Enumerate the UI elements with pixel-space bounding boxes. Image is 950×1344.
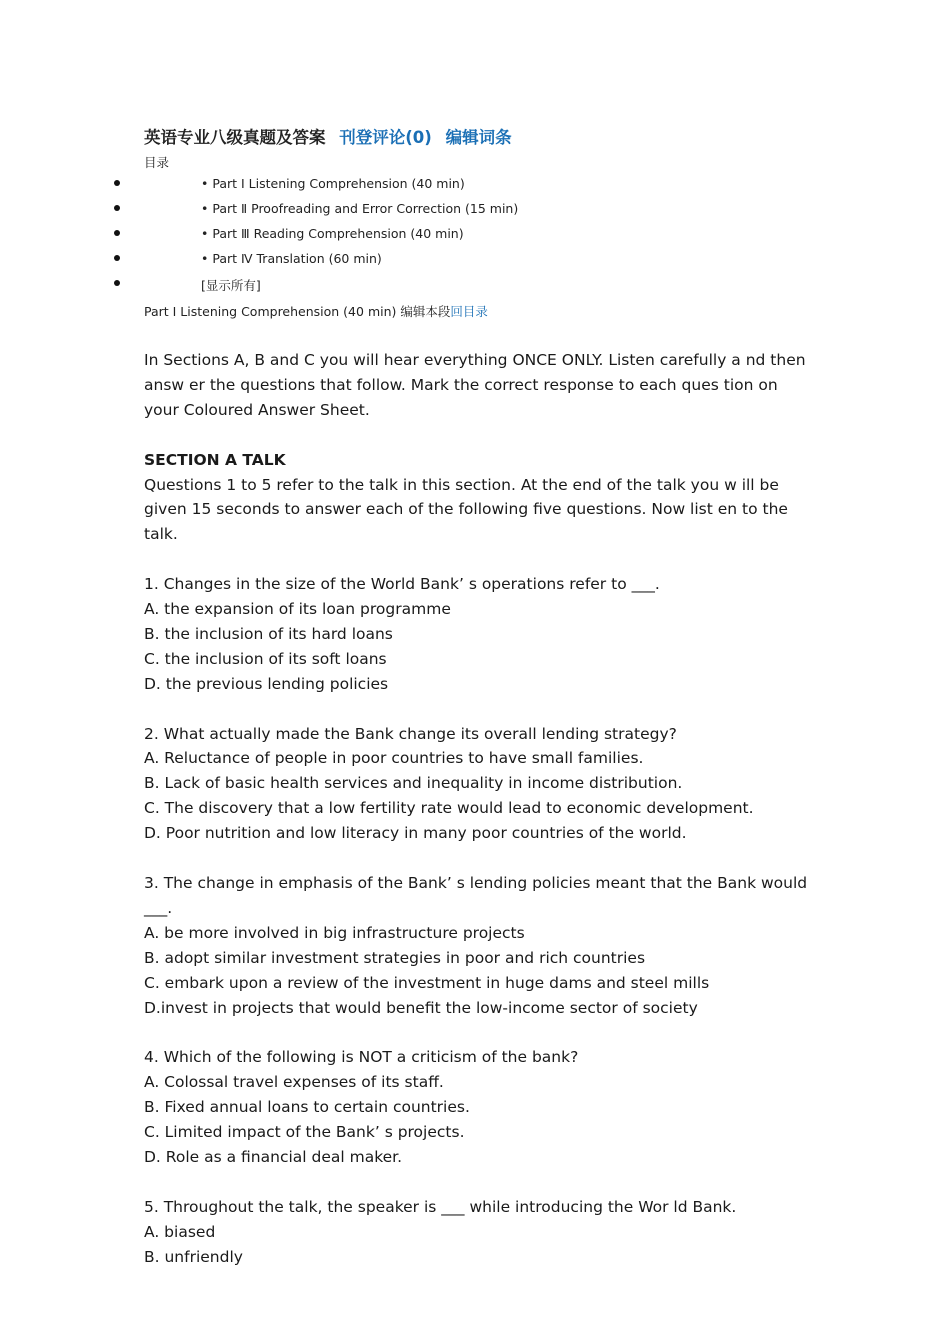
answer-option: B. the inclusion of its hard loans <box>144 624 393 643</box>
edit-entry-link[interactable]: 编辑词条 <box>445 128 512 147</box>
page-title-line <box>144 124 512 148</box>
part-heading-text: Part Ⅰ Listening Comprehension (40 min) 编辑本段 <box>144 304 451 319</box>
question-block <box>144 1045 814 1170</box>
answer-option: A. Colossal travel expenses of its staff. <box>144 1073 444 1092</box>
answer-option: B. Lack of basic health services and inequality in income distribution. <box>144 774 683 793</box>
back-to-toc-link[interactable]: 回目录 <box>450 304 488 319</box>
answer-option: B. Fixed annual loans to certain countries. <box>144 1098 470 1117</box>
question-block <box>144 871 814 1020</box>
question-block <box>144 1195 814 1270</box>
show-all-link[interactable]: [显示所有] <box>201 278 261 293</box>
content-body <box>144 348 814 1269</box>
toc-item[interactable] <box>0 224 700 249</box>
answer-option: A. the expansion of its loan programme <box>144 600 451 619</box>
question-stem: 1. Changes in the size of the World Bank’ s operations refer to ___. <box>144 575 660 594</box>
answer-option: A. Reluctance of people in poor countries to have small families. <box>144 749 644 768</box>
answer-option: C. embark upon a review of the investment in huge dams and steel mills <box>144 973 710 992</box>
question-stem: 4. Which of the following is NOT a criticism of the bank? <box>144 1048 579 1067</box>
question-stem: 2. What actually made the Bank change its overall lending strategy? <box>144 724 677 743</box>
section-instructions: Questions 1 to 5 refer to the talk in this section. At the end of the talk you w ill be given 15 seconds to answer each of the following five questions. Now list en to the talk. <box>144 475 788 544</box>
answer-option: C. Limited impact of the Bank’ s projects. <box>144 1123 465 1142</box>
part-heading <box>144 302 488 320</box>
answer-option: B. adopt similar investment strategies in poor and rich countries <box>144 948 646 967</box>
toc-item[interactable] <box>0 199 700 224</box>
question-stem: 5. Throughout the talk, the speaker is ___ while introducing the Wor ld Bank. <box>144 1197 737 1216</box>
answer-option: C. The discovery that a low fertility rate would lead to economic development. <box>144 799 754 818</box>
toc-item[interactable] <box>0 174 700 199</box>
answer-option: C. the inclusion of its soft loans <box>144 649 387 668</box>
answer-option: D.invest in projects that would benefit the low-income sector of society <box>144 998 698 1017</box>
answer-option: A. biased <box>144 1222 216 1241</box>
toc-item-label[interactable]: • Part Ⅱ Proofreading and Error Correction (15 min) <box>201 201 519 216</box>
answer-option: D. Poor nutrition and low literacy in many poor countries of the world. <box>144 824 687 843</box>
bullet-icon <box>114 280 120 286</box>
intro-paragraph: In Sections A, B and C you will hear everything ONCE ONLY. Listen carefully a nd then answ er the questions that follow. Mark the correct response to each ques tion on your Coloured Answer Sheet. <box>144 351 806 419</box>
answer-option: D. the previous lending policies <box>144 674 389 693</box>
question-stem: 3. The change in emphasis of the Bank’ s lending policies meant that the Bank would ___. <box>144 873 808 917</box>
question-block <box>144 572 814 697</box>
answer-option: B. unfriendly <box>144 1247 243 1266</box>
toc-item-label[interactable]: • Part Ⅰ Listening Comprehension (40 min) <box>201 176 465 191</box>
toc-label: 目录 <box>144 155 170 170</box>
bullet-icon <box>114 230 120 236</box>
section-title: SECTION A TALK <box>144 450 286 469</box>
toc-show-all[interactable] <box>0 274 700 299</box>
toc-item-label[interactable]: • Part Ⅲ Reading Comprehension (40 min) <box>201 226 464 241</box>
bullet-icon <box>114 180 120 186</box>
question-block <box>144 722 814 847</box>
comment-link[interactable]: 刊登评论(0) <box>339 128 432 147</box>
toc-list <box>0 174 700 299</box>
toc-item-label[interactable]: • Part Ⅳ Translation (60 min) <box>201 251 382 266</box>
toc-item[interactable] <box>0 249 700 274</box>
bullet-icon <box>114 255 120 261</box>
answer-option: A. be more involved in big infrastructure projects <box>144 923 525 942</box>
bullet-icon <box>114 205 120 211</box>
page-title: 英语专业八级真题及答案 <box>144 128 326 147</box>
answer-option: D. Role as a financial deal maker. <box>144 1147 403 1166</box>
